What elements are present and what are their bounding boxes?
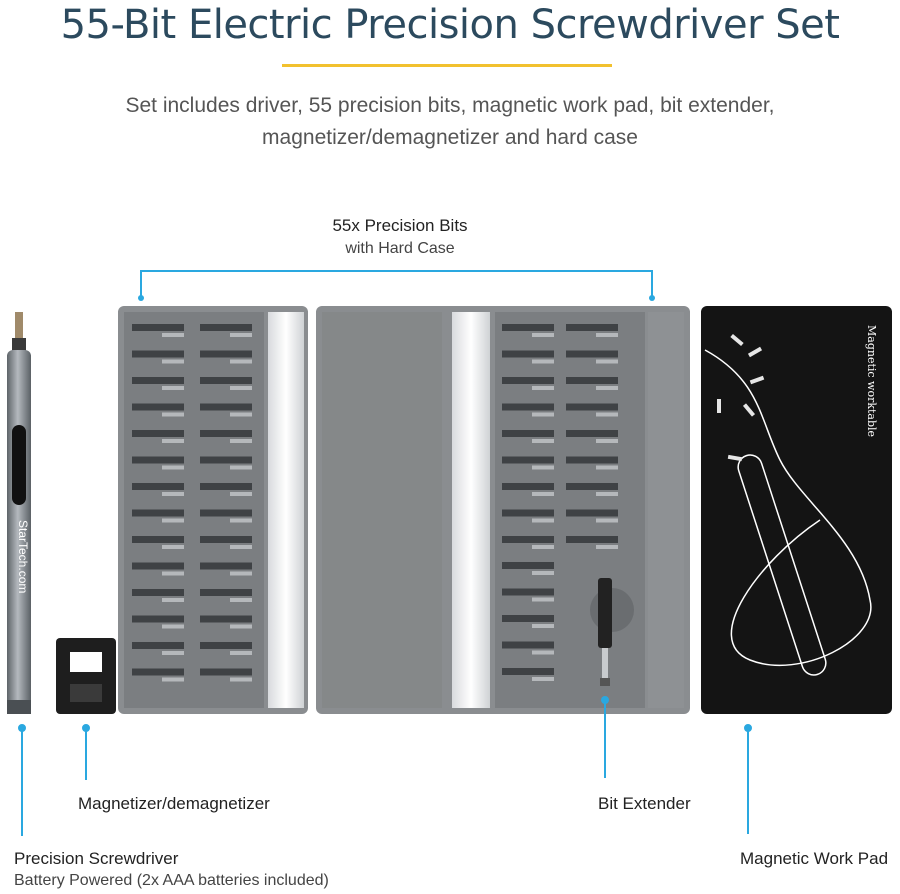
precision-bit — [502, 510, 554, 517]
bit-slot — [230, 572, 252, 576]
right-case — [316, 306, 690, 714]
precision-bit — [566, 324, 618, 331]
precision-bit — [200, 430, 252, 437]
page-title: 55-Bit Electric Precision Screwdriver Set — [60, 2, 840, 48]
screwdriver-sublabel: Battery Powered (2x AAA batteries included) — [14, 872, 329, 889]
bit-slot — [230, 466, 252, 470]
bit-slot — [532, 519, 554, 523]
precision-bit — [566, 430, 618, 437]
brand-logo-text: StarTech.com — [16, 520, 30, 594]
precision-bit — [132, 510, 184, 517]
precision-bit — [200, 324, 252, 331]
bit-slot — [162, 651, 184, 655]
precision-bit — [200, 669, 252, 676]
precision-bit — [200, 404, 252, 411]
bit-slot — [162, 625, 184, 629]
bit-slot — [532, 571, 554, 575]
bit-slot — [162, 360, 184, 364]
bits-callout-subtitle: with Hard Case — [345, 240, 455, 257]
bit-slot — [230, 492, 252, 496]
precision-bit — [200, 642, 252, 649]
bit-slot — [162, 598, 184, 602]
bit-slot — [162, 678, 184, 682]
bit-slot — [532, 360, 554, 364]
precision-bit — [132, 642, 184, 649]
bit-slot — [596, 360, 618, 364]
bit-slot — [596, 519, 618, 523]
precision-bit — [132, 589, 184, 596]
precision-bit — [200, 483, 252, 490]
precision-bit — [200, 377, 252, 384]
bit-slot — [162, 492, 184, 496]
precision-bit — [502, 589, 554, 596]
bit-slot — [596, 439, 618, 443]
bit-slot — [596, 333, 618, 337]
precision-bit — [566, 377, 618, 384]
precision-bit — [132, 377, 184, 384]
precision-bit — [566, 457, 618, 464]
left-case — [118, 306, 308, 714]
bit-slot — [596, 386, 618, 390]
bit-slot — [230, 333, 252, 337]
bit-slot — [532, 333, 554, 337]
precision-bit — [502, 562, 554, 569]
precision-bit — [502, 351, 554, 358]
precision-bit — [502, 668, 554, 675]
precision-bit — [132, 536, 184, 543]
bit-slot — [230, 360, 252, 364]
precision-bit — [132, 616, 184, 623]
precision-bit — [502, 377, 554, 384]
precision-bit — [200, 457, 252, 464]
bit-slot — [230, 519, 252, 523]
bit-slot — [532, 545, 554, 549]
bit-slot — [230, 545, 252, 549]
precision-bit — [132, 351, 184, 358]
bit-slot — [230, 625, 252, 629]
subtitle-line-1: Set includes driver, 55 precision bits, magnetic work pad, bit extender, — [125, 94, 775, 117]
bit-slot — [596, 492, 618, 496]
bit-slot — [162, 545, 184, 549]
bit-slot — [532, 466, 554, 470]
bit-slot — [596, 466, 618, 470]
precision-bit — [200, 616, 252, 623]
precision-bit — [566, 510, 618, 517]
bit-extender-label: Bit Extender — [598, 794, 691, 813]
precision-bit — [200, 589, 252, 596]
precision-bit — [502, 483, 554, 490]
precision-bit — [200, 536, 252, 543]
precision-bit — [132, 324, 184, 331]
bit-slot — [596, 413, 618, 417]
precision-bit — [502, 404, 554, 411]
screwdriver-label: Precision Screwdriver — [14, 849, 179, 868]
magnetizer-block — [56, 638, 116, 714]
bit-slot — [532, 413, 554, 417]
precision-bit — [502, 457, 554, 464]
bit-slot — [532, 651, 554, 655]
precision-bit — [566, 404, 618, 411]
bit-slot — [596, 545, 618, 549]
bits-bracket — [141, 271, 652, 298]
precision-bit — [132, 669, 184, 676]
bit-slot — [230, 598, 252, 602]
precision-bit — [132, 563, 184, 570]
screwdriver-pen — [7, 312, 31, 714]
precision-bit — [566, 483, 618, 490]
bit-slot — [162, 572, 184, 576]
magnetizer-label: Magnetizer/demagnetizer — [78, 794, 270, 813]
bit-slot — [162, 413, 184, 417]
work-pad-label: Magnetic Work Pad — [740, 849, 889, 868]
precision-bit — [566, 351, 618, 358]
bit-slot — [162, 333, 184, 337]
precision-bit — [502, 536, 554, 543]
bit-slot — [532, 677, 554, 681]
precision-bit — [132, 457, 184, 464]
bit-slot — [532, 624, 554, 628]
bit-slot — [532, 598, 554, 602]
bit-slot — [230, 413, 252, 417]
bit-slot — [162, 466, 184, 470]
bit-slot — [532, 492, 554, 496]
precision-bit — [502, 324, 554, 331]
precision-bit — [502, 642, 554, 649]
callout-lines — [19, 697, 751, 836]
bit-slot — [230, 651, 252, 655]
bit-slot — [532, 439, 554, 443]
precision-bit — [132, 404, 184, 411]
precision-bit — [566, 536, 618, 543]
precision-bit — [200, 510, 252, 517]
precision-bit — [132, 483, 184, 490]
precision-bit — [132, 430, 184, 437]
bit-slot — [162, 439, 184, 443]
subtitle-line-2: magnetizer/demagnetizer and hard case — [262, 126, 638, 149]
magnetic-work-pad — [701, 306, 892, 714]
precision-bit — [502, 615, 554, 622]
bit-slot — [162, 386, 184, 390]
precision-bit — [200, 351, 252, 358]
bit-slot — [162, 519, 184, 523]
bit-slot — [230, 439, 252, 443]
bit-slot — [532, 386, 554, 390]
work-pad-text: Magnetic worktable — [865, 325, 878, 438]
bits-callout-title: 55x Precision Bits — [332, 216, 468, 235]
bit-slot — [230, 386, 252, 390]
bit-slot — [230, 678, 252, 682]
precision-bit — [502, 430, 554, 437]
precision-bit — [200, 563, 252, 570]
